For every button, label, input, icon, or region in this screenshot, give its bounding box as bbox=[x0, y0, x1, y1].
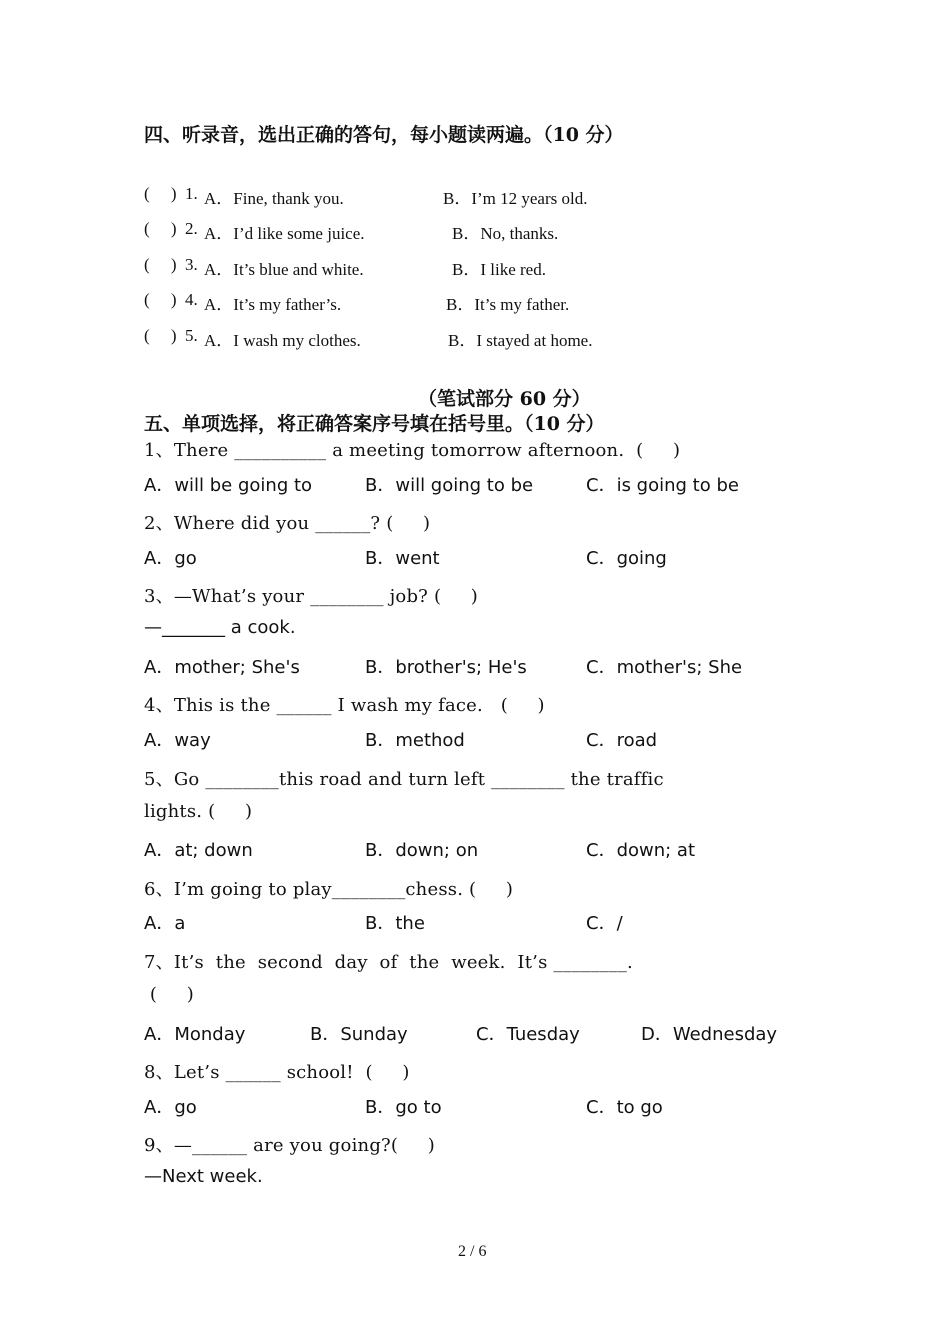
q8-option-b: B．go to bbox=[365, 1097, 442, 1118]
question-7-line-1: 7、It’s the second day of the week. It’s ________. bbox=[144, 952, 633, 973]
option-a: A．I’d like some juice. bbox=[204, 224, 365, 243]
question-8: 8、Let’s ______ school! ( ) bbox=[144, 1062, 410, 1083]
q2-option-c: C．going bbox=[586, 548, 667, 569]
q6-option-b: B．the bbox=[365, 913, 425, 934]
q4-option-b: B．method bbox=[365, 730, 465, 751]
q3-option-a: A．mother; She's bbox=[144, 657, 300, 678]
q2-option-b: B．went bbox=[365, 548, 440, 569]
option-b: B．I’m 12 years old. bbox=[443, 189, 588, 208]
question-1: 1、There __________ a meeting tomorrow afternoon. ( ) bbox=[144, 440, 681, 461]
section-5-title: 五、单项选择，将正确答案序号填在括号里。（10 分） bbox=[144, 413, 605, 435]
q1-option-b: B．will going to be bbox=[365, 475, 534, 496]
option-b: B．No, thanks. bbox=[452, 224, 559, 243]
q7-option-b: B．Sunday bbox=[310, 1024, 408, 1045]
q9-answer-line: —Next week. bbox=[144, 1166, 263, 1187]
q7-option-d: D．Wednesday bbox=[641, 1024, 778, 1045]
answer-paren: ( ) bbox=[144, 255, 177, 274]
answer-paren: ( ) bbox=[144, 290, 177, 309]
q3-option-b: B．brother's; He's bbox=[365, 657, 527, 678]
item-number: 5. bbox=[185, 326, 198, 345]
option-a: A．I wash my clothes. bbox=[204, 331, 361, 350]
q8-option-a: A．go bbox=[144, 1097, 197, 1118]
q6-option-a: A．a bbox=[144, 913, 186, 934]
option-b: B．I like red. bbox=[452, 260, 546, 279]
item-number: 4. bbox=[185, 290, 198, 309]
q5-option-c: C．down; at bbox=[586, 840, 696, 861]
q6-option-c: C．/ bbox=[586, 913, 623, 934]
q5-option-b: B．down; on bbox=[365, 840, 479, 861]
q1-option-a: A．will be going to bbox=[144, 475, 313, 496]
question-4: 4、This is the ______ I wash my face. ( ) bbox=[144, 695, 545, 716]
q2-option-a: A．go bbox=[144, 548, 197, 569]
option-a: A．Fine, thank you. bbox=[204, 189, 344, 208]
q4-option-a: A．way bbox=[144, 730, 211, 751]
option-a: A．It’s blue and white. bbox=[204, 260, 364, 279]
question-6: 6、I’m going to play________chess. ( ) bbox=[144, 879, 514, 900]
q4-option-c: C．road bbox=[586, 730, 658, 751]
question-3: 3、—What’s your ________ job? ( ) bbox=[144, 586, 479, 607]
q1-option-c: C．is going to be bbox=[586, 475, 739, 496]
q3-answer-line: —_______ a cook. bbox=[144, 617, 296, 638]
q7-option-a: A．Monday bbox=[144, 1024, 246, 1045]
question-5-line-1: 5、Go ________this road and turn left ________ the traffic bbox=[144, 769, 664, 790]
section-4-title: 四、听录音，选出正确的答句，每小题读两遍。（10 分） bbox=[144, 124, 624, 146]
question-2: 2、Where did you ______? ( ) bbox=[144, 513, 431, 534]
q8-option-c: C．to go bbox=[586, 1097, 663, 1118]
answer-paren: ( ) bbox=[144, 184, 177, 203]
question-9: 9、—______ are you going?( ) bbox=[144, 1135, 435, 1156]
item-number: 2. bbox=[185, 219, 198, 238]
q7-option-c: C．Tuesday bbox=[476, 1024, 580, 1045]
question-5-line-2: lights. ( ) bbox=[144, 801, 253, 822]
option-b: B．I stayed at home. bbox=[448, 331, 593, 350]
q3-option-c: C．mother's; She bbox=[586, 657, 743, 678]
item-number: 1. bbox=[185, 184, 198, 203]
answer-paren: ( ) bbox=[144, 326, 177, 345]
question-7-line-2: ( ) bbox=[144, 984, 194, 1005]
option-a: A．It’s my father’s. bbox=[204, 295, 342, 314]
option-b: B．It’s my father. bbox=[446, 295, 570, 314]
item-number: 3. bbox=[185, 255, 198, 274]
page-number: 2 / 6 bbox=[458, 1243, 487, 1260]
written-part-heading: （笔试部分 60 分） bbox=[418, 388, 591, 410]
answer-paren: ( ) bbox=[144, 219, 177, 238]
q5-option-a: A．at; down bbox=[144, 840, 253, 861]
